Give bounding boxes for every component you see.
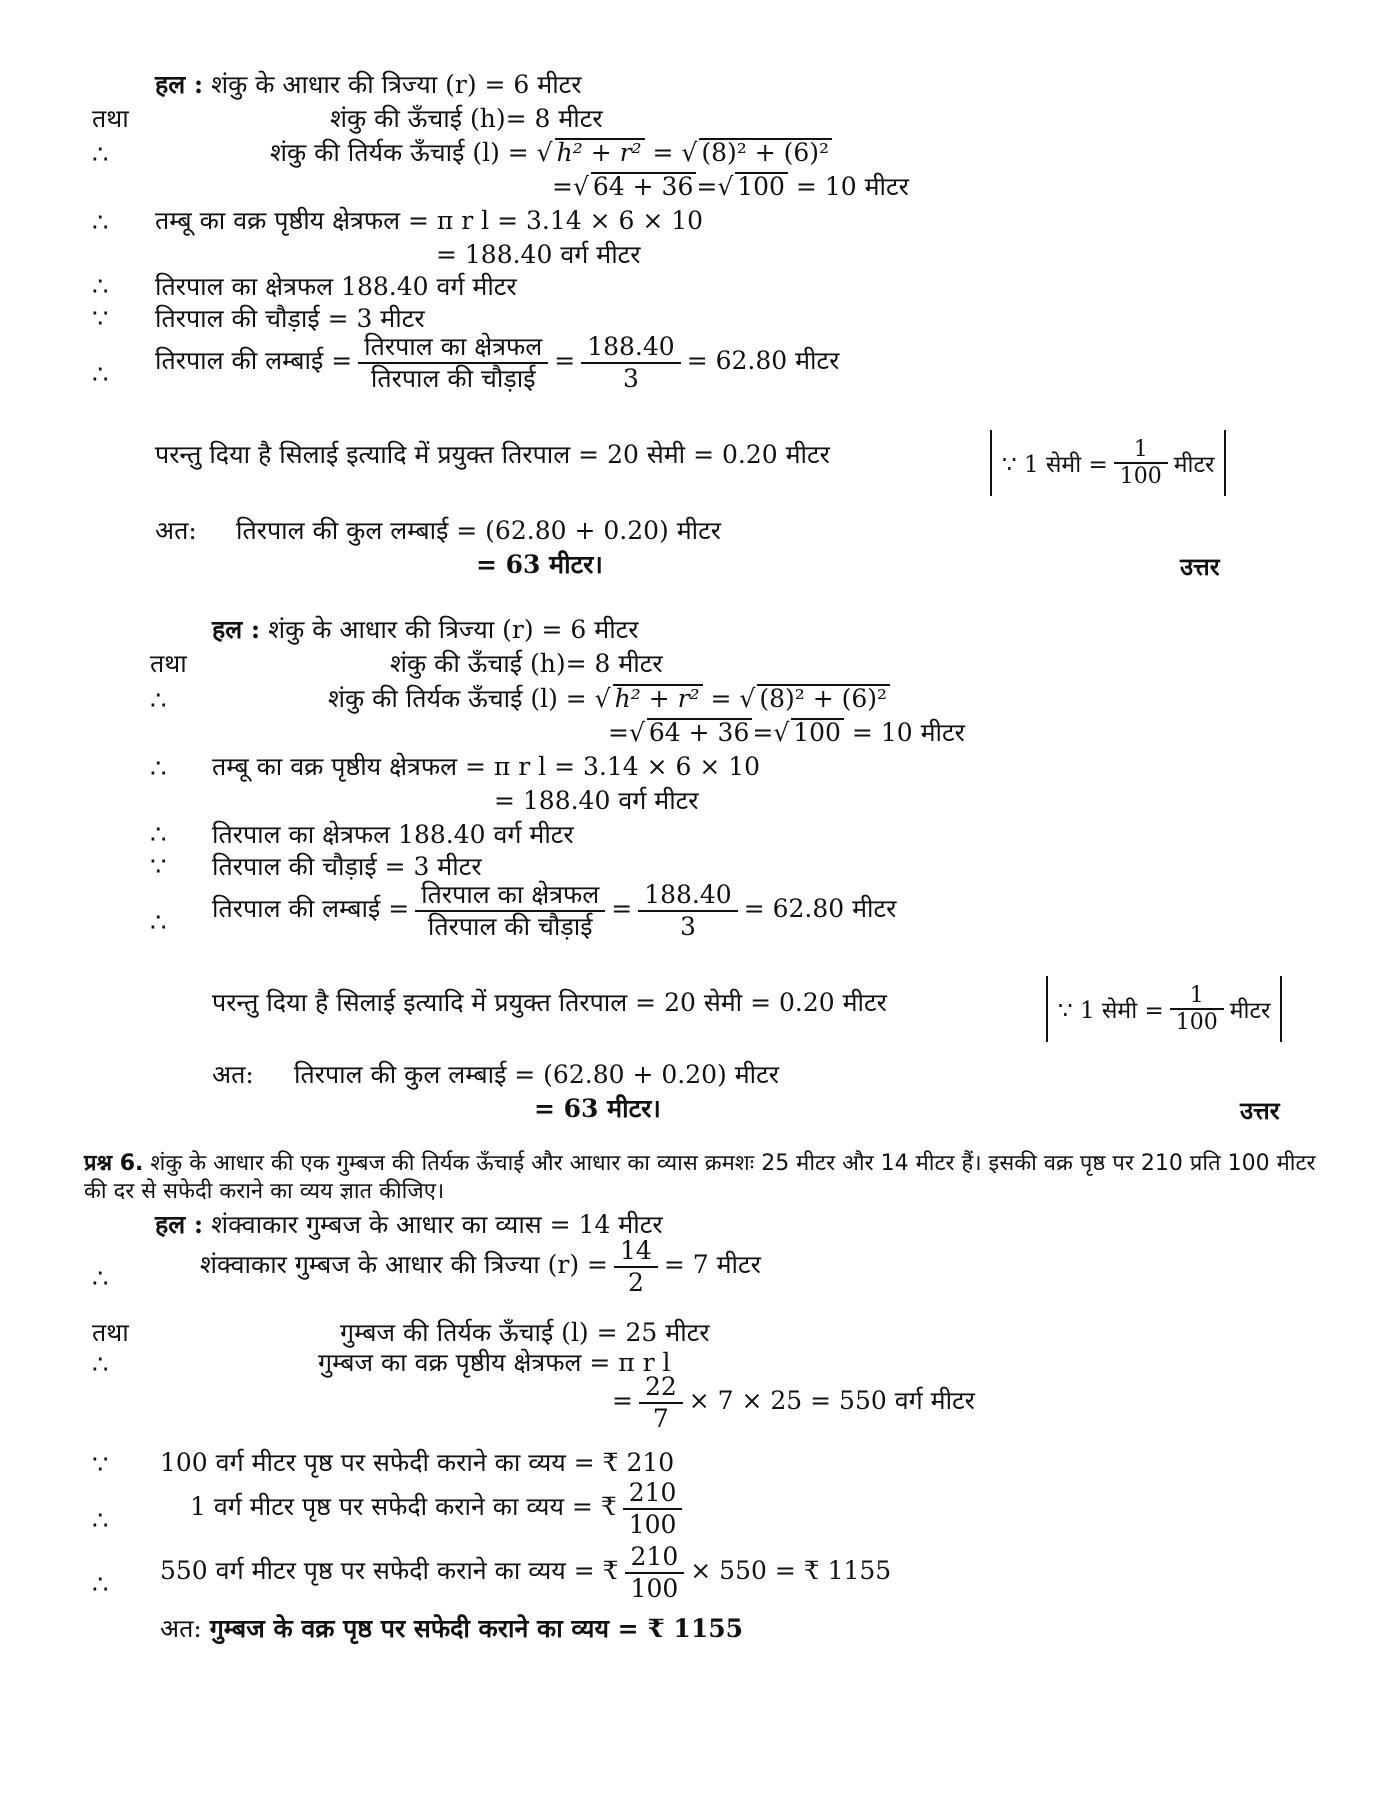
therefore-symbol: ∴: [92, 1264, 109, 1294]
slant-height-line: शंकु की तिर्यक ऊँचाई (l) = √ h² + r² = √ (8)² + (6)²: [328, 684, 890, 714]
cost-100-line: 100 वर्ग मीटर पृष्ठ पर सफेदी कराने का व्यय = ₹ 210: [160, 1448, 675, 1477]
slant-expr: h² + r²: [613, 684, 703, 712]
eq-sign: =: [696, 172, 718, 201]
fraction-numerator: 188.40: [587, 331, 675, 361]
fraction-numerator: 1: [1133, 437, 1148, 462]
radius-text: शंकु के आधार की त्रिज्या (r) = 6 मीटर: [268, 615, 639, 644]
slant-height-line2: =√ 64 + 36 =√ 100 = 10 मीटर: [608, 718, 965, 747]
final-answer-line: [160, 1614, 743, 1644]
because-symbol: ∵: [150, 852, 167, 882]
therefore-symbol: ∴: [92, 1350, 109, 1380]
pi-fraction: [639, 1372, 683, 1434]
csa-result-line: = 188.40 वर्ग मीटर: [494, 786, 699, 815]
total-length-line: तिरपाल की कुल लम्बाई = (62.80 + 0.20) मीटर: [236, 516, 721, 545]
csa-result: × 7 × 25 = 550 वर्ग मीटर: [688, 1386, 975, 1415]
slant-height-line: शंकु की तिर्यक ऊँचाई (l) = √ h² + r² = √ (8)² + (6)²: [270, 138, 832, 168]
hal-label: हल :: [155, 70, 204, 99]
slant-height-line2: =√ 64 + 36 =√ 100 = 10 मीटर: [552, 172, 909, 201]
sqrt-64-36: 64 + 36: [591, 172, 696, 200]
total-length-line: तिरपाल की कुल लम्बाई = (62.80 + 0.20) मीटर: [294, 1060, 779, 1089]
diameter-text: शंक्वाकार गुम्बज के आधार का व्यास = 14 मीटर: [211, 1210, 663, 1239]
note-suffix: मीटर: [1229, 998, 1271, 1024]
eq-sign: =: [554, 346, 576, 375]
fraction-numerator: 22: [644, 1371, 677, 1401]
ata-label: अत:: [155, 516, 197, 545]
radius-fraction: [614, 1236, 658, 1298]
length-fraction-numeric: [638, 880, 737, 942]
tarpaulin-area-line: तिरपाल का क्षेत्रफल 188.40 वर्ग मीटर: [155, 272, 517, 301]
length-result: = 62.80 मीटर: [743, 894, 897, 923]
question-text: शंकु के आधार की एक गुम्बज की तिर्यक ऊँचाई और आधार का व्यास क्रमशः 25 मीटर और 14 मीटर हैं। इसकी वक्र पृष्ठ पर 210 प्रति 100 मीटर की दर से सफेदी कराने का व्यय ज्ञात कीजिए।: [84, 1151, 1316, 1204]
question-6: [84, 1150, 1324, 1206]
fraction-denominator: 2: [614, 1266, 658, 1298]
radius-calc-line: [200, 1234, 761, 1298]
dome-csa-calc: [612, 1370, 975, 1434]
solution-radius-line: [212, 615, 639, 645]
fraction-denominator: 7: [639, 1402, 683, 1434]
tatha-label: तथा: [150, 649, 187, 678]
tarpaulin-area-line: तिरपाल का क्षेत्रफल 188.40 वर्ग मीटर: [212, 820, 574, 849]
fraction-denominator: 100: [1114, 462, 1168, 489]
eq-sign: =: [710, 684, 732, 713]
fraction-numerator: 14: [620, 1235, 652, 1265]
cost1-label: 1 वर्ग मीटर पृष्ठ पर सफेदी कराने का व्यय = ₹: [190, 1492, 617, 1521]
answer-label: उत्तर: [1180, 552, 1220, 581]
fraction-numerator: तिरपाल का क्षेत्रफल: [364, 331, 543, 361]
fraction-denominator: 100: [625, 1572, 685, 1604]
sqrt-64-36: 64 + 36: [647, 718, 752, 746]
cost550-result: × 550 = ₹ 1155: [690, 1556, 892, 1585]
sqrt-100: 100: [791, 718, 844, 746]
therefore-symbol: ∴: [92, 140, 109, 170]
note-prefix: ∵ 1 सेमी =: [1002, 452, 1108, 478]
therefore-symbol: ∴: [150, 754, 167, 784]
ata-label: अत:: [212, 1060, 254, 1089]
fraction-denominator: तिरपाल की चौड़ाई: [415, 910, 605, 942]
length-fraction: [415, 880, 605, 942]
radius-text: शंकु के आधार की त्रिज्या (r) = 6 मीटर: [211, 70, 582, 99]
slant-result: = 10 मीटर: [851, 718, 965, 747]
note-fraction: [1114, 437, 1168, 489]
csa-result-line: = 188.40 वर्ग मीटर: [436, 240, 641, 269]
fraction-numerator: 188.40: [644, 879, 732, 909]
therefore-symbol: ∴: [92, 1570, 109, 1600]
therefore-symbol: ∴: [92, 1506, 109, 1536]
because-symbol: ∵: [92, 304, 109, 334]
question-label: प्रश्न 6.: [84, 1151, 144, 1176]
cost550-fraction: [625, 1542, 685, 1604]
csa-line: तम्बू का वक्र पृष्ठीय क्षेत्रफल = π r l = 3.14 × 6 × 10: [212, 752, 761, 781]
length-label: तिरपाल की लम्बाई =: [212, 894, 410, 923]
eq-sign: =: [608, 718, 629, 747]
note-suffix: मीटर: [1173, 452, 1215, 478]
unit-note-bracket: [990, 430, 1226, 496]
hal-label: हल :: [212, 615, 261, 644]
unit-note-bracket: [1046, 976, 1282, 1042]
slant-label: शंकु की तिर्यक ऊँचाई (l) =: [270, 138, 529, 167]
ata-label: अत:: [160, 1614, 202, 1643]
eq-sign: =: [612, 1386, 633, 1415]
therefore-symbol: ∴: [150, 908, 167, 938]
slant-label: शंकु की तिर्यक ऊँचाई (l) =: [328, 684, 587, 713]
sqrt-100: 100: [735, 172, 788, 200]
radius-result: = 7 मीटर: [663, 1250, 761, 1279]
tarpaulin-length-line: [155, 330, 839, 394]
solution-radius-line: [155, 70, 582, 100]
tarpaulin-width-line: तिरपाल की चौड़ाई = 3 मीटर: [212, 852, 482, 881]
answer-label: उत्तर: [1240, 1096, 1280, 1125]
length-fraction-numeric: [581, 332, 680, 394]
fraction-numerator: 1: [1189, 983, 1204, 1008]
slant-expr: h² + r²: [555, 138, 645, 166]
tarpaulin-length-line: [212, 878, 896, 942]
length-label: तिरपाल की लम्बाई =: [155, 346, 353, 375]
fraction-denominator: तिरपाल की चौड़ाई: [358, 362, 548, 394]
note-prefix: ∵ 1 सेमी =: [1058, 998, 1164, 1024]
therefore-symbol: ∴: [150, 820, 167, 850]
eq-sign: =: [752, 718, 774, 747]
therefore-symbol: ∴: [92, 360, 109, 390]
cost-1-line: [190, 1476, 688, 1540]
radius-label: शंक्वाकार गुम्बज के आधार की त्रिज्या (r) =: [200, 1250, 609, 1279]
tarpaulin-width-line: तिरपाल की चौड़ाई = 3 मीटर: [155, 304, 425, 333]
cost-550-line: [160, 1540, 891, 1604]
final-answer: गुम्बज के वक्र पृष्ठ पर सफेदी कराने का व्यय = ₹ 1155: [209, 1614, 743, 1643]
tatha-label: तथा: [92, 1318, 129, 1347]
dome-csa-line: गुम्बज का वक्र पृष्ठीय क्षेत्रफल = π r l: [318, 1348, 671, 1377]
fraction-denominator: 100: [1170, 1008, 1224, 1035]
therefore-symbol: ∴: [92, 208, 109, 238]
fraction-denominator: 3: [581, 362, 680, 394]
note-fraction: [1170, 983, 1224, 1035]
height-line: शंकु की ऊँचाई (h)= 8 मीटर: [390, 649, 663, 678]
therefore-symbol: ∴: [150, 686, 167, 716]
eq-sign: =: [652, 138, 674, 167]
total-length-result: = 63 मीटर।: [534, 1094, 661, 1123]
slant-expr2: (8)² + (6)²: [699, 138, 832, 166]
eq-sign: =: [552, 172, 573, 201]
cost1-fraction: [623, 1478, 683, 1540]
eq-sign: =: [611, 894, 633, 923]
therefore-symbol: ∴: [92, 272, 109, 302]
hal-label: हल :: [155, 1210, 204, 1239]
fraction-numerator: 210: [628, 1477, 677, 1507]
tatha-label: तथा: [92, 104, 129, 133]
length-fraction: [358, 332, 548, 394]
csa-line: तम्बू का वक्र पृष्ठीय क्षेत्रफल = π r l = 3.14 × 6 × 10: [155, 206, 704, 235]
fraction-denominator: 3: [638, 910, 737, 942]
height-line: शंकु की ऊँचाई (h)= 8 मीटर: [330, 104, 603, 133]
length-result: = 62.80 मीटर: [686, 346, 840, 375]
slant-line: गुम्बज की तिर्यक ऊँचाई (l) = 25 मीटर: [340, 1318, 710, 1347]
fraction-denominator: 100: [623, 1508, 683, 1540]
because-symbol: ∵: [92, 1450, 109, 1480]
slant-expr2: (8)² + (6)²: [757, 684, 890, 712]
wastage-line: परन्तु दिया है सिलाई इत्यादि में प्रयुक्त तिरपाल = 20 सेमी = 0.20 मीटर: [212, 988, 887, 1017]
fraction-numerator: तिरपाल का क्षेत्रफल: [421, 879, 600, 909]
fraction-numerator: 210: [630, 1541, 679, 1571]
slant-result: = 10 मीटर: [795, 172, 909, 201]
cost550-label: 550 वर्ग मीटर पृष्ठ पर सफेदी कराने का व्यय = ₹: [160, 1556, 619, 1585]
total-length-result: = 63 मीटर।: [476, 550, 603, 579]
wastage-line: परन्तु दिया है सिलाई इत्यादि में प्रयुक्त तिरपाल = 20 सेमी = 0.20 मीटर: [155, 440, 830, 469]
